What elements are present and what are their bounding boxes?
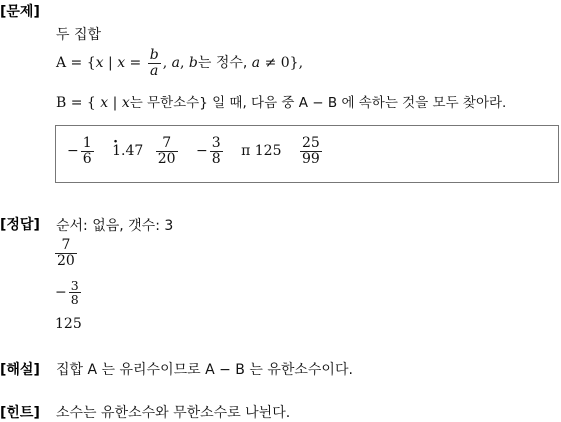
answer-item-1	[55, 238, 77, 268]
answer-tag: [정답]	[0, 217, 40, 233]
set-a-eq: =	[125, 55, 146, 72]
set-a-tail3: ≠ 0},	[260, 55, 304, 72]
answer-1-den: 20	[57, 252, 75, 269]
set-a-fraction	[148, 48, 161, 78]
explanation-tag: [해설]	[0, 362, 40, 378]
problem-intro: 두 집합	[56, 27, 102, 43]
choice-3-num: 7	[162, 135, 172, 151]
explanation-text: 집합 A 는 유리수이므로 A − B 는 유한소수이다.	[56, 362, 353, 378]
choice-4-num: 3	[211, 135, 221, 151]
set-a-definition	[56, 48, 303, 78]
answer-2-num: 3	[70, 278, 79, 293]
choice-1-fraction	[81, 136, 94, 166]
answer-2-den: 8	[70, 292, 79, 308]
choice-3-den: 20	[157, 150, 176, 167]
hint-tag: [힌트]	[0, 405, 40, 421]
choice-3-fraction	[156, 136, 178, 166]
set-b-var2: x	[121, 95, 130, 111]
set-a-a2: a	[251, 55, 261, 72]
choice-5: π 125	[241, 143, 282, 160]
set-b-text1: B = {	[56, 95, 101, 111]
fraction-numerator: b	[149, 47, 159, 63]
hint-text: 소수는 유한소수와 무한소수로 나뉜다.	[56, 405, 291, 421]
choice-1-sign: −	[67, 143, 79, 160]
set-a-prefix: A = {	[56, 55, 96, 72]
answer-2-sign: −	[55, 284, 67, 301]
choice-6-fraction	[300, 136, 322, 166]
choices-box	[55, 125, 559, 183]
set-a-var: x	[95, 55, 104, 72]
answer-1-num: 7	[61, 237, 71, 253]
set-b-text3: 는 무한소수} 일 때, 다음 중 A − B 에 속하는 것을 모두 찾아라.	[129, 95, 507, 111]
answer-2-fraction	[69, 279, 81, 306]
set-a-a: a	[171, 55, 180, 72]
set-a-tail2: 는 정수,	[197, 55, 252, 72]
set-a-b: b	[188, 55, 198, 72]
choice-1-num: 1	[82, 135, 92, 151]
set-b-var: x	[100, 95, 109, 111]
choices-row	[67, 136, 324, 166]
answer-summary: 순서: 없음, 갯수: 3	[56, 218, 174, 234]
choice-1-den: 6	[82, 150, 92, 167]
set-a-comma: ,	[179, 55, 189, 72]
fraction-denominator: a	[148, 63, 161, 79]
choice-4-fraction	[210, 136, 223, 166]
set-a-bar: |	[103, 55, 118, 72]
choice-2: · 1.47	[112, 143, 143, 159]
choice-6-num: 25	[301, 135, 320, 151]
set-b-text2: |	[108, 95, 122, 111]
set-a-var2: x	[117, 55, 126, 72]
answer-item-3: 125	[55, 316, 82, 332]
choice-4-sign: −	[196, 143, 208, 160]
answer-item-2	[55, 279, 83, 306]
set-b-definition	[56, 91, 506, 111]
answer-1-fraction	[55, 238, 77, 268]
choice-4-den: 8	[211, 150, 221, 167]
choice-6-den: 99	[301, 150, 320, 167]
problem-tag: [문제]	[0, 4, 40, 20]
set-a-tail1: ,	[162, 55, 172, 72]
